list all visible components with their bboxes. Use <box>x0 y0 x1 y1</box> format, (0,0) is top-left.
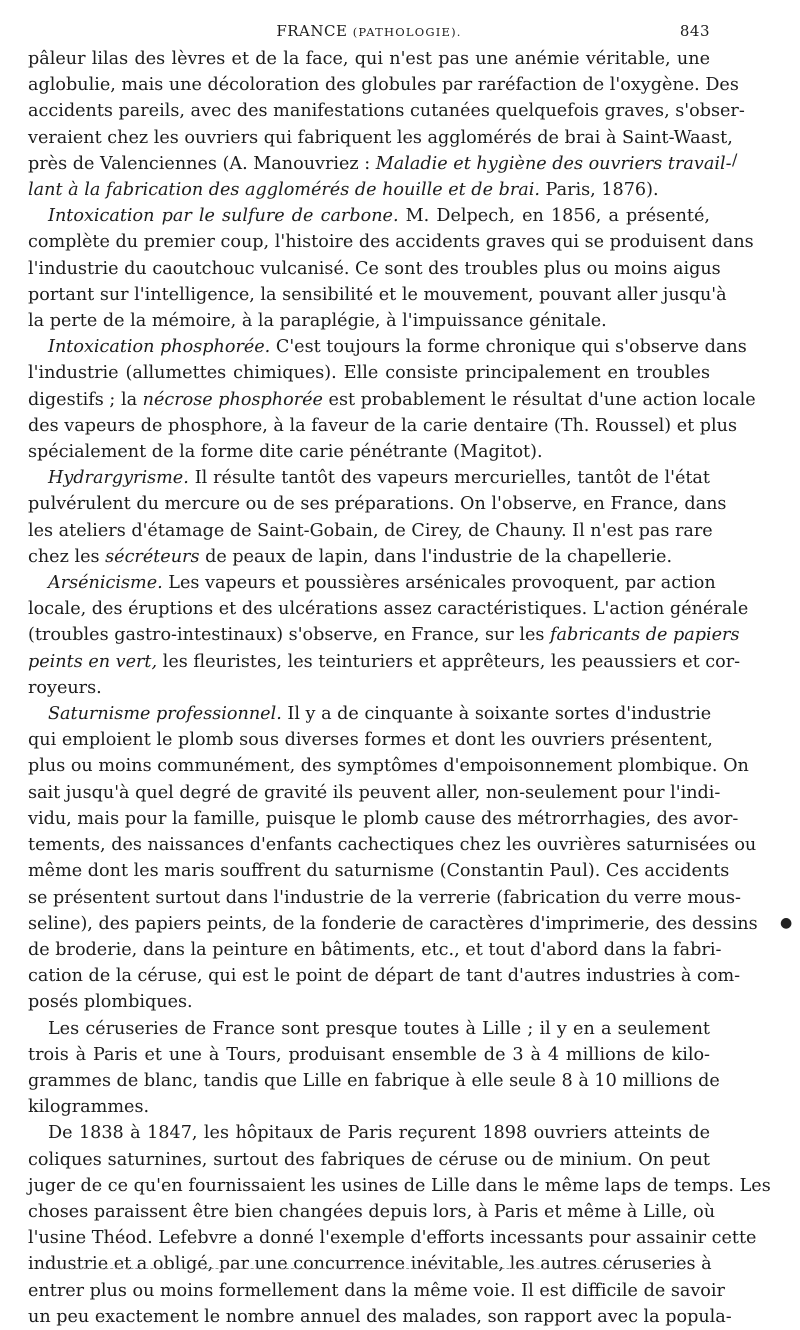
text-line <box>28 46 710 72</box>
text-run: chez les <box>28 546 106 567</box>
text-run: pulvérulent du mercure ou de ses préparations. On l'observe, en France, dans <box>28 494 727 515</box>
text-line <box>28 282 727 308</box>
text-run: pâleur lilas des lèvres et de la face, qui n'est pas une anémie véritable, une <box>28 49 710 69</box>
text-run: même dont les maris souffrent du saturnisme (Constantin Paul). Ces accidents <box>28 861 730 882</box>
text-line <box>28 360 710 386</box>
text-run: l'usine Théod. Lefebvre a donné l'exemple d'efforts incessants pour assainir cette <box>28 1228 757 1249</box>
text-run: locale, des éruptions et des ulcérations assez caractéristiques. L'action générale <box>28 599 749 620</box>
text-run: accidents pareils, avec des manifestations cutanées quelquefois graves, s'obser- <box>28 101 745 122</box>
italic-text: Saturnisme professionnel. <box>48 704 282 725</box>
text-line <box>28 570 716 596</box>
text-run: un peu exactement le nombre annuel des malades, son rapport avec la popula- <box>28 1306 732 1327</box>
paragraph <box>28 203 754 334</box>
italic-text: Intoxication phosphorée. <box>48 337 271 358</box>
text-line <box>28 1173 771 1199</box>
text-run: les fleuristes, les teinturiers et apprêteurs, les peaussiers et cor- <box>157 651 741 672</box>
text-line <box>28 465 710 491</box>
text-line <box>28 832 757 858</box>
text-line <box>28 98 745 124</box>
running-title <box>28 22 710 40</box>
text-run: De 1838 à 1847, les hôpitaux de Paris reçurent 1898 ouvriers atteints de <box>48 1123 710 1144</box>
italic-text: Hydrargyrisme. <box>48 468 189 489</box>
text-run: plus ou moins communément, des symptômes d'empoisonnement plombique. On <box>28 756 749 777</box>
text-run: trois à Paris et une à Tours, produisant ensemble de 3 à 4 millions de kilo- <box>28 1044 710 1065</box>
text-line <box>28 1225 757 1251</box>
text-run: des vapeurs de phosphore, à la faveur de la carie dentaire (Th. Roussel) et plus <box>28 415 738 436</box>
text-run: royeurs. <box>28 677 102 698</box>
italic-text: lant à la fabrication des agglomérés de houille et de brai. <box>28 180 540 201</box>
text-line <box>28 151 732 177</box>
text-line <box>28 675 710 701</box>
italic-text: Intoxication par le sulfure de carbone. <box>48 206 399 227</box>
text-run: se présentent surtout dans l'industrie de la verrerie (fabrication du verre mous- <box>28 887 741 908</box>
text-line <box>28 1147 710 1173</box>
text-run: digestifs ; la <box>28 389 143 410</box>
text-run: sait jusqu'à quel degré de gravité ils peuvent aller, non-seulement pour l'indi- <box>28 782 721 803</box>
italic-text: Arsénicisme. <box>48 573 163 594</box>
text-line <box>28 1068 720 1094</box>
paragraph <box>28 701 758 1015</box>
text-run: qui emploient le plomb sous diverses formes et dont les ouvriers présentent, <box>28 730 713 751</box>
text-line <box>28 387 756 413</box>
italic-text: fabricants de papiers <box>550 625 740 646</box>
text-run: aglobulie, mais une décoloration des globules par raréfaction de l'oxygène. Des <box>28 75 739 96</box>
text-run: de broderie, dans la peinture en bâtiments, etc., et tout d'abord dans la fabri- <box>28 939 722 960</box>
text-line <box>28 203 710 229</box>
running-title-sub: (PATHOLOGIE). <box>352 25 462 39</box>
text-run: Il y a de cinquante à soixante sortes d'industrie <box>281 704 712 725</box>
text-line <box>28 334 747 360</box>
text-line <box>28 256 721 282</box>
text-line <box>28 491 727 517</box>
text-run: juger de ce qu'en fournissaient les usines de Lille dans le même laps de temps. Les <box>28 1175 771 1196</box>
margin-dot: ● <box>780 915 793 931</box>
text-run: Les vapeurs et poussières arsénicales provoquent, par action <box>162 573 716 594</box>
text-line <box>28 963 741 989</box>
text-run: vidu, mais pour la famille, puisque le plomb cause des métrorrhagies, des avor- <box>28 808 739 829</box>
running-title-main: FRANCE <box>276 22 348 40</box>
italic-text: nécrose phosphorée <box>142 389 323 410</box>
text-line <box>28 885 741 911</box>
text-line <box>28 649 741 675</box>
text-run: kilogrammes. <box>28 1097 150 1118</box>
text-line <box>28 911 758 937</box>
text-line <box>28 622 740 648</box>
italic-text: sécréteurs <box>105 546 200 567</box>
text-line <box>28 72 739 98</box>
running-head <box>28 22 710 46</box>
text-run: grammes de blanc, tandis que Lille en fabrique à elle seule 8 à 10 millions de <box>28 1070 720 1091</box>
text-run: industrie et a obligé, par une concurrence inévitable, les autres céruseries à <box>28 1254 712 1275</box>
text-line <box>28 177 710 203</box>
text-line <box>28 1199 716 1225</box>
text-run: est probablement le résultat d'une action locale <box>322 389 756 410</box>
text-line <box>28 858 730 884</box>
text-run: (troubles gastro-intestinaux) s'observe, en France, sur les <box>28 625 551 646</box>
text-run: choses paraissent être bien changées depuis lors, à Paris et même à Lille, où <box>28 1201 716 1222</box>
text-line <box>28 806 739 832</box>
text-line <box>28 989 710 1015</box>
text-run: M. Delpech, en 1856, a présenté, <box>398 206 710 227</box>
paragraph <box>28 1016 720 1121</box>
text-run: complète du premier coup, l'histoire des accidents graves qui se produisent dans <box>28 232 754 253</box>
text-run: spécialement de la forme dite carie pénétrante (Magitot). <box>28 442 543 463</box>
paragraph <box>28 334 756 465</box>
text-line <box>28 753 749 779</box>
text-run: portant sur l'intelligence, la sensibilité et le mouvement, pouvant aller jusqu'à <box>28 284 727 305</box>
text-line <box>28 727 713 753</box>
text-run: près de Valenciennes (A. Manouvriez : <box>28 153 376 174</box>
text-line <box>28 1016 710 1042</box>
text-line <box>28 125 733 151</box>
text-run: veraient chez les ouvriers qui fabriquent les agglomérés de brai à Saint-Waast, <box>28 127 733 148</box>
paragraph <box>28 1120 771 1330</box>
text-line <box>28 1094 710 1120</box>
text-run: les ateliers d'étamage de Saint-Gobain, de Cirey, de Chauny. Il n'est pas rare <box>28 520 713 541</box>
text-line <box>28 1251 710 1277</box>
text-run: C'est toujours la forme chronique qui s'observe dans <box>270 337 747 358</box>
text-line <box>28 596 749 622</box>
paragraph <box>28 465 727 570</box>
text-run: de peaux de lapin, dans l'industrie de la chapellerie. <box>199 546 673 567</box>
text-run: l'industrie du caoutchouc vulcanisé. Ce sont des troubles plus ou moins aigus <box>28 258 721 279</box>
text-run: la perte de la mémoire, à la paraplégie, à l'impuissance génitale. <box>28 311 607 332</box>
text-run: Il résulte tantôt des vapeurs mercurielles, tantôt de l'état <box>188 468 710 489</box>
text-line <box>28 780 721 806</box>
text-run: cation de la céruse, qui est le point de départ de tant d'autres industries à com- <box>28 966 741 987</box>
text-run: Les céruseries de France sont presque toutes à Lille ; il y en a seulement <box>48 1018 710 1039</box>
text-run: Paris, 1876). <box>539 180 659 201</box>
body-text <box>28 46 771 1330</box>
page <box>28 22 771 1330</box>
footer-rule <box>40 1268 680 1269</box>
text-line <box>28 937 722 963</box>
text-line <box>28 439 710 465</box>
text-run: tements, des naissances d'enfants cachectiques chez les ouvrières saturnisées ou <box>28 835 757 856</box>
text-line <box>28 413 738 439</box>
page-number: 843 <box>679 22 710 40</box>
text-line <box>28 701 710 727</box>
text-line <box>28 308 710 334</box>
text-line <box>28 229 754 255</box>
paragraph <box>28 570 749 701</box>
text-line <box>28 1120 710 1146</box>
text-run: posés plombiques. <box>28 992 193 1013</box>
text-line <box>28 1304 732 1330</box>
text-run: seline), des papiers peints, de la fonderie de caractères d'imprimerie, des dessins <box>28 913 758 934</box>
text-line <box>28 1278 725 1304</box>
margin-mark: / <box>732 150 738 169</box>
italic-text: Maladie et hygiène des ouvriers travail- <box>375 153 732 174</box>
text-run: l'industrie (allumettes chimiques). Elle consiste principalement en troubles <box>28 363 710 384</box>
text-run: entrer plus ou moins formellement dans la même voie. Il est difficile de savoir <box>28 1280 725 1301</box>
text-line <box>28 1042 710 1068</box>
paragraph <box>28 46 745 203</box>
text-line <box>28 518 713 544</box>
italic-text: peints en vert, <box>28 651 158 672</box>
text-line <box>28 544 710 570</box>
text-run: coliques saturnines, surtout des fabriques de céruse ou de minium. On peut <box>28 1149 710 1170</box>
